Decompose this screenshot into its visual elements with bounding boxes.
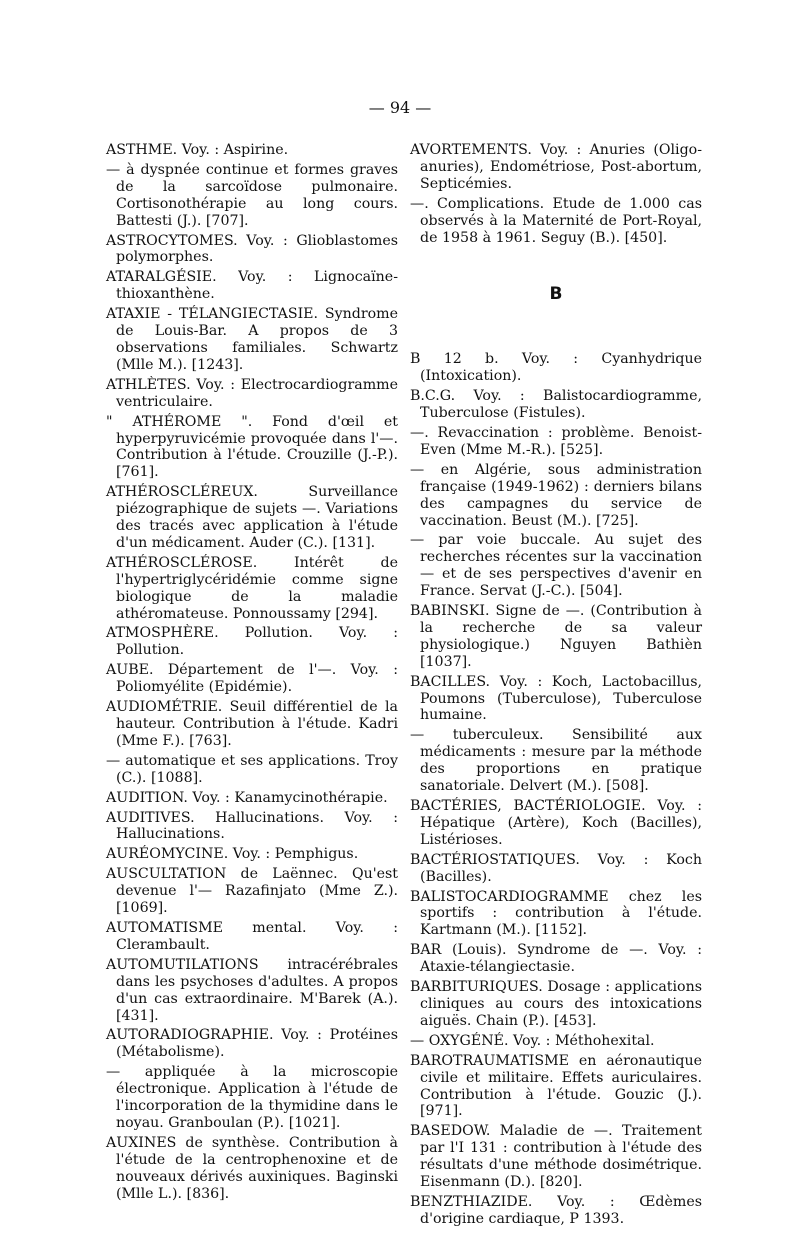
index-entry: B.C.G. Voy. : Balistocardiogramme, Tuberculose (Fistules). <box>410 388 702 422</box>
index-entry: AVORTEMENTS. Voy. : Anuries (Oligo-anuries), Endométriose, Post-abortum, Septicémies. <box>410 142 702 192</box>
index-entry: ATMOSPHÈRE. Pollution. Voy. : Pollution. <box>106 625 398 659</box>
index-entry: AUDITION. Voy. : Kanamycinothérapie. <box>106 789 388 806</box>
index-entry: ATHLÈTES. Voy. : Electrocardiogramme ventriculaire. <box>106 376 398 410</box>
index-entry: —. Complications. Etude de 1.000 cas observés à la Maternité de Port-Royal, de 1958 à 1961. Seguy (B.). [450]. <box>410 195 702 246</box>
index-entry: —. Revaccination : problème. Benoist-Even (Mme M.-R.). [525]. <box>410 424 702 458</box>
right-column <box>410 142 702 1231</box>
index-entry: AUSCULTATION de Laënnec. Qu'est devenue l'— Razafinjato (Mme Z.). [1069]. <box>106 866 398 917</box>
index-entry: — en Algérie, sous administration française (1949-1962) : derniers bilans des campagnes du service de vaccination. Beust (M.). [725]. <box>410 461 702 529</box>
index-entry: — OXYGÉNÉ. Voy. : Méthohexital. <box>410 1032 655 1049</box>
index-entry: — par voie buccale. Au sujet des recherches récentes sur la vaccination — et de ses perspectives d'avenir en France. Servat (J.-C.). [504]. <box>410 532 702 600</box>
index-entry: B 12 b. Voy. : Cyanhydrique (Intoxication). <box>410 351 702 385</box>
index-entry: — à dyspnée continue et formes graves de la sarcoïdose pulmonaire. Cortisonothérapie au long cours. Battesti (J.). [707]. <box>106 161 398 229</box>
index-entry: BARBITURIQUES. Dosage : applications cliniques au cours des intoxications aiguës. Chain (P.). [453]. <box>410 979 702 1029</box>
section-letter-heading: B <box>549 284 563 305</box>
index-entry: AUDIOMÉTRIE. Seuil différentiel de la hauteur. Contribution à l'étude. Kadri (Mme F.). [763]. <box>106 699 398 749</box>
left-column <box>106 142 398 1205</box>
index-entry: AUTOMUTILATIONS intracérébrales dans les psychoses d'adultes. A propos d'un cas extraordinaire. M'Barek (A.). [431]. <box>106 956 398 1024</box>
index-entry: AUXINES de synthèse. Contribution à l'étude de la centrophenoxine et de nouveaux dérivés auxiniques. Baginski (Mlle L.). [836]. <box>106 1134 398 1202</box>
index-entry: AUDITIVES. Hallucinations. Voy. : Hallucinations. <box>106 809 398 843</box>
index-entry: AUTOMATISME mental. Voy. : Clerambault. <box>106 919 398 953</box>
index-entry: BASEDOW. Maladie de —. Traitement par l'I 131 : contribution à l'étude des résultats d'une méthode dosimétrique. Eisenmann (D.). [820]. <box>410 1123 702 1191</box>
index-entry: ASTHME. Voy. : Aspirine. <box>106 142 289 158</box>
index-entry: — automatique et ses applications. Troy (C.). [1088]. <box>106 752 398 786</box>
index-entry: BENZTHIAZIDE. Voy. : Œdèmes d'origine cardiaque, P 1393. <box>410 1193 702 1227</box>
index-entry: ATAXIE - TÉLANGIECTASIE. Syndrome de Louis-Bar. A propos de 3 observations familiales. Schwartz (Mlle M.). [1243]. <box>106 306 398 373</box>
index-entry: AUBE. Département de l'—. Voy. : Poliomyélite (Epidémie). <box>106 662 398 696</box>
index-entry: " ATHÉROME ". Fond d'œil et hyperpyruvicémie provoquée dans l'—. Contribution à l'étude. Crouzille (J.-P.). [761]. <box>106 413 398 481</box>
index-entry: BACILLES. Voy. : Koch, Lactobacillus, Poumons (Tuberculose), Tuberculose humaine. <box>410 673 702 724</box>
index-entry: ATARALGÉSIE. Voy. : Lignocaïne-thioxanthène. <box>106 269 398 303</box>
index-entry: BABINSKI. Signe de —. (Contribution à la recherche de sa valeur physiologique.) Nguyen Bathièn [1037]. <box>410 603 702 670</box>
index-entry: BAR (Louis). Syndrome de —. Voy. : Ataxie-télangiectasie. <box>410 942 702 976</box>
page-number: — 94 — <box>368 98 432 117</box>
index-entry: — tuberculeux. Sensibilité aux médicaments : mesure par la méthode des proportions en pratique sanatoriale. Delvert (M.). [508]. <box>410 727 702 795</box>
index-entry: ATHÉROSCLÉREUX. Surveillance piézographique de sujets —. Variations des tracés avec application à l'étude d'un médicament. Auder (C.). [131]. <box>106 484 398 551</box>
index-entry: ATHÉROSCLÉROSE. Intérêt de l'hypertriglycéridémie comme signe biologique de la maladie athéromateuse. Ponnoussamy [294]. <box>106 554 398 622</box>
index-entry: BACTÉRIOSTATIQUES. Voy. : Koch (Bacilles). <box>410 851 702 885</box>
index-entry: BACTÉRIES, BACTÉRIOLOGIE. Voy. : Hépatique (Artère), Koch (Bacilles), Listérioses. <box>410 798 702 848</box>
index-entry: — appliquée à la microscopie électronique. Application à l'étude de l'incorporation de la thymidine dans le noyau. Granboulan (P.). [1021]. <box>106 1064 398 1131</box>
index-entry: AUTORADIOGRAPHIE. Voy. : Protéines (Métabolisme). <box>106 1027 398 1061</box>
index-entry: BALISTOCARDIOGRAMME chez les sportifs : contribution à l'étude. Kartmann (M.). [1152]. <box>410 888 702 939</box>
index-entry: BAROTRAUMATISME en aéronautique civile et militaire. Effets auriculaires. Contribution à l'étude. Gouzic (J.). [971]. <box>410 1052 702 1120</box>
index-entry: ASTROCYTOMES. Voy. : Glioblastomes polymorphes. <box>106 232 398 266</box>
index-entry: AURÉOMYCINE. Voy. : Pemphigus. <box>106 846 359 863</box>
